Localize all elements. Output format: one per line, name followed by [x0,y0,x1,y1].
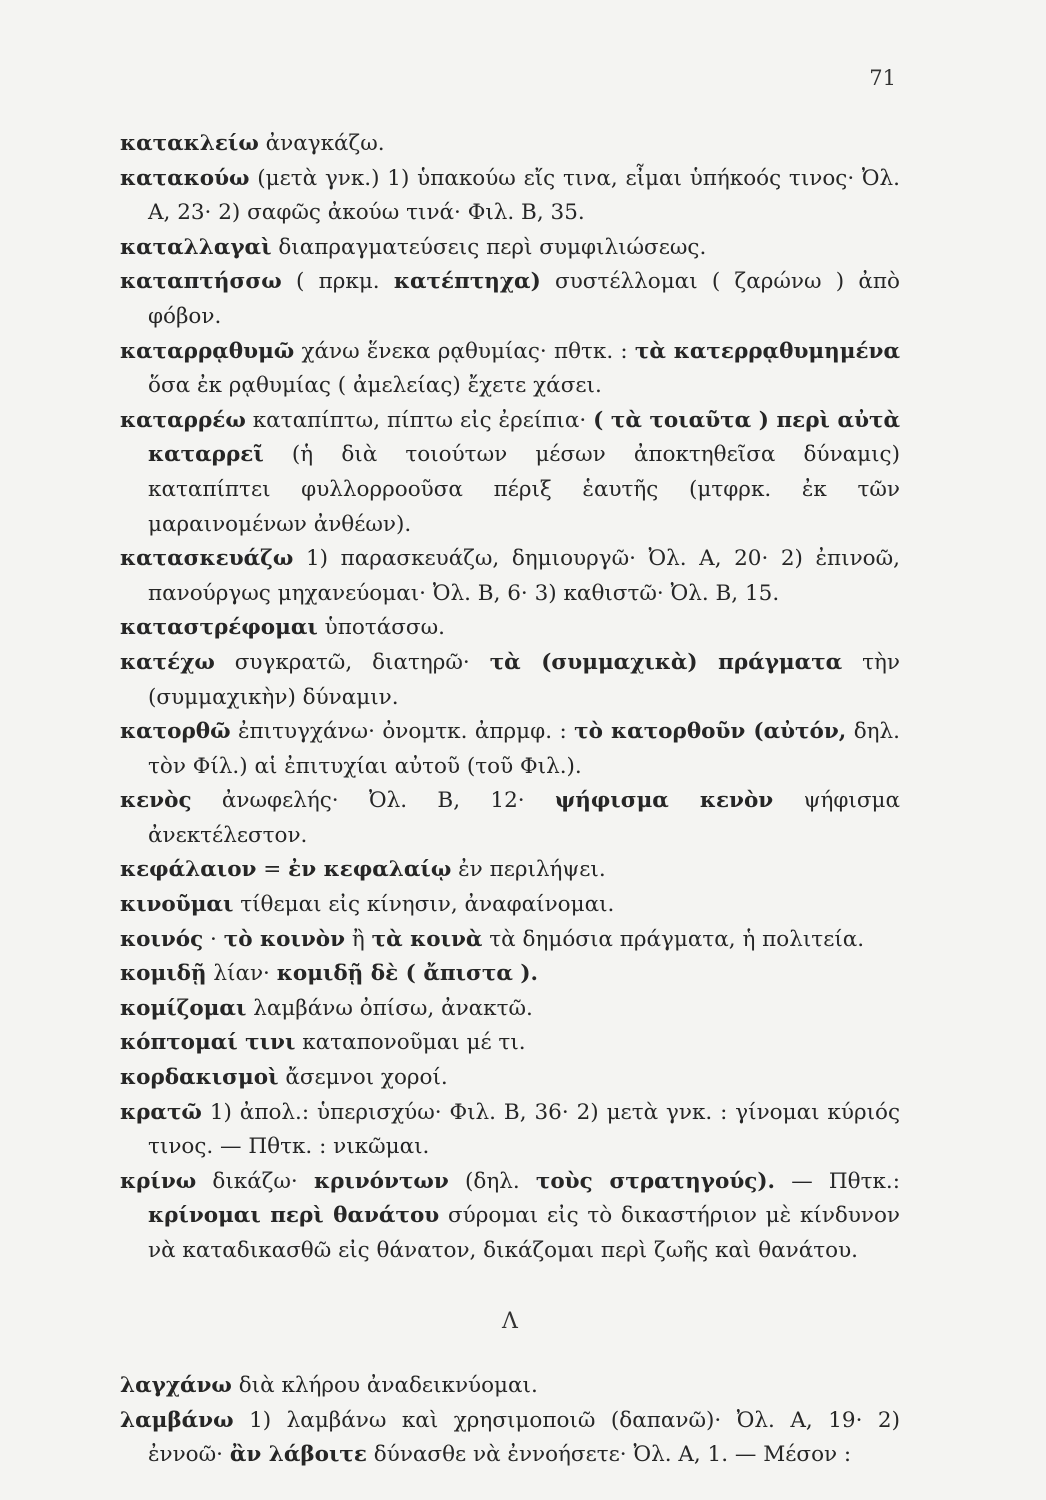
headword: κεφάλαιον [120,857,257,883]
headword: κατακλείω [120,131,259,156]
definition: ὅσα ἐκ ρᾳθυμίας ( ἀμελείας) ἔχετε χάσει. [148,373,602,399]
headword: καταρρέω [120,407,246,433]
headword: καταστρέφομαι [120,615,318,641]
bold-phrase: ἐν κεφαλαίῳ [288,857,452,883]
definition: δικάζω· [196,1168,314,1194]
glossary-entry [120,1061,900,1096]
headword: καταλλαγαὶ [120,234,272,260]
headword: καταπτήσσω [120,269,282,295]
headword: κομίζομαι [120,995,247,1021]
definition: = [256,857,289,883]
bold-phrase: τοὺς στρατηγούς). [535,1168,775,1194]
definition: ὑποτάσσω. [317,615,445,641]
glossary-entry [120,265,900,334]
glossary-entry [120,335,900,404]
glossary-entry [120,1165,900,1269]
definition: καταπίπτω, πίπτω εἰς ἐρείπια· [245,407,594,433]
definition: ἄσεμνοι χοροί. [278,1065,448,1091]
definition: διαπραγματεύσεις περὶ συμφιλιώσεως. [271,234,707,260]
definition: ἀνωφελής· Ὀλ. Β, 12· [191,788,555,814]
definition: ψήφισμα ἀνεκτέλεστον. [148,788,900,848]
definition: — Πθτκ.: [775,1168,900,1194]
headword: κρίνω [120,1168,197,1194]
definition: (μετὰ γνκ.) 1) ὑπακούω εἴς τινα, εἶμαι ὑπήκοός τινος· Ὀλ. Α, 23· 2) σαφῶς ἀκούω τινά· Φιλ. Β, 35. [148,165,900,226]
headword: κατασκευάζω [120,546,294,572]
headword: κατέχω [120,649,215,675]
glossary-entry [120,1404,900,1473]
headword: καταρρᾳθυμῶ [120,338,295,364]
glossary-entry [120,923,900,958]
bold-phrase: ἂν λάβοιτε [229,1442,367,1468]
section-letter: Λ [502,1308,518,1334]
headword: κατορθῶ [120,719,231,745]
glossary-entry [120,231,900,266]
definition: σύρομαι εἰς τὸ δικαστήριον μὲ κίνδυνον νὰ καταδικασθῶ εἰς θάνατον, δικάζομαι περὶ ζωῆς καὶ θανάτου. [148,1203,900,1263]
glossary-entry [120,162,900,231]
glossary-entry [120,127,900,162]
definition: λαμβάνω ὀπίσω, ἀνακτῶ. [246,995,533,1021]
definition: (δηλ. [448,1168,536,1194]
definition: τὴν (συμμαχικὴν) δύναμιν. [148,649,900,710]
definition: δύνασθε νὰ ἐννοήσετε· Ὀλ. Α, 1. — Μέσον : [366,1442,852,1468]
definition: 1) ἀπολ.: ὑπερισχύω· Φιλ. Β, 36· 2) μετὰ γνκ. : γίνομαι κύριός τινος. — Πθτκ. : νικῶμαι. [148,1099,900,1160]
headword: κομιδῇ [120,961,207,987]
headword: κατακούω [120,165,250,191]
glossary-entry [120,646,900,715]
bold-phrase: ( τὰ τοιαῦτα ) περὶ αὐτὰ καταρρεῖ [148,407,900,468]
bold-phrase: τὰ κατερρᾳθυμημένα [634,338,901,364]
definition: συστέλλομαι ( ζαρώνω ) ἀπὸ φόβον. [148,269,900,329]
definition: διὰ κλήρου ἀναδεικνύομαι. [231,1373,538,1399]
definition: 1) παρασκευάζω, δημιουργῶ· Ὀλ. Α, 20· 2) ἐπινοῶ, πανούργως μηχανεύομαι· Ὀλ. Β, 6· 3) καθιστῶ· Ὀλ. Β, 15. [148,546,900,606]
glossary-entry [120,1026,900,1061]
definition: · [203,926,224,952]
definition: χάνω ἕνεκα ρᾳθυμίας· πθτκ. : [294,338,635,364]
headword: λαμβάνω [120,1407,234,1433]
headword: κόπτομαί τινι [120,1030,296,1056]
definition: λίαν· [206,961,277,987]
glossary-entry [120,888,900,923]
bold-phrase: τὸ κοινὸν [223,926,346,952]
bold-phrase: κατέπτηχα) [393,269,541,295]
definition: τὰ δημόσια πράγματα, ἡ πολιτεία. [482,926,865,952]
glossary [120,127,900,1473]
headword: κενὸς [120,788,192,814]
definition: ἢ [345,926,372,952]
definition: συγκρατῶ, διατηρῶ· [214,649,490,675]
headword: κορδακισμοὶ [120,1065,279,1091]
bold-phrase: κομιδῇ δὲ ( ἄπιστα ). [276,961,539,987]
headword: κινοῦμαι [120,892,234,918]
definition: δηλ. τὸν Φίλ.) αἱ ἐπιτυχίαι αὐτοῦ (τοῦ Φιλ.). [148,719,900,779]
glossary-entry [120,992,900,1027]
definition: καταπονοῦμαι μέ τι. [295,1030,526,1056]
definition: ( πρκμ. [281,269,394,295]
headword: λαγχάνω [120,1373,232,1399]
definition: 1) λαμβάνω καὶ χρησιμοποιῶ (δαπανῶ)· Ὀλ. Α, 19· 2) ἐννοῶ· [148,1407,900,1468]
glossary-entry [120,715,900,784]
definition: (ἡ διὰ τοιούτων μέσων ἀποκτηθεῖσα δύναμις) καταπίπτει φυλλορροοῦσα πέριξ ἑαυτῆς (μτφρκ. ἐκ τῶν μαραινομένων ἀνθέων). [148,442,900,537]
page-number: 71 [869,66,896,90]
bold-phrase: κρινόντων [313,1168,449,1194]
glossary-entry [120,853,900,888]
bold-phrase: τὰ (συμμαχικὰ) πράγματα [489,649,843,675]
glossary-entry [120,542,900,611]
glossary-entry [120,404,900,542]
bold-phrase: ψήφισμα κενὸν [554,788,774,814]
bold-phrase: κρίνομαι περὶ θανάτου [148,1203,440,1229]
glossary-entry [120,611,900,646]
definition: τίθεμαι εἰς κίνησιν, ἀναφαίνομαι. [233,892,615,918]
definition: ἀναγκάζω. [258,131,385,156]
headword: κρατῶ [120,1099,202,1125]
glossary-entry [120,957,900,992]
definition: ἐπιτυγχάνω· ὀνομτκ. ἀπρμφ. : [230,719,575,745]
definition: ἐν περιλήψει. [451,857,606,883]
glossary-entry [120,1096,900,1165]
glossary-entry [120,784,900,853]
bold-phrase: τὰ κοινὰ [371,926,483,952]
glossary-entry [120,1369,900,1404]
bold-phrase: τὸ κατορθοῦν (αὐτόν, [574,719,847,745]
headword: κοινός [120,926,204,952]
